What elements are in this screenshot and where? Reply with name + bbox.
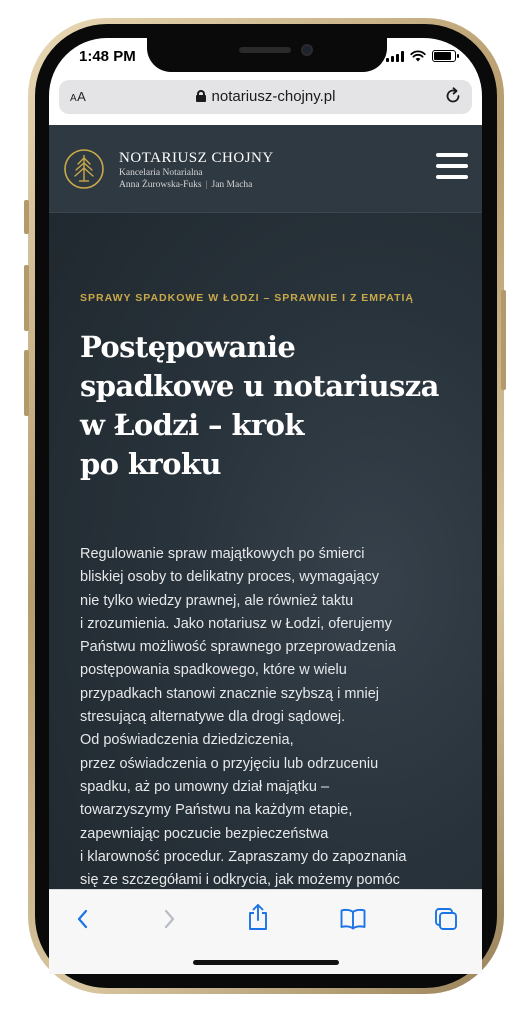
hero-text-line: i klarowność procedur. Zapraszamy do zapoznania	[80, 848, 407, 865]
lock-icon	[196, 90, 206, 102]
hero-text-line: przez oświadczenia o przyjęciu lub odrzuceniu	[80, 755, 379, 772]
hero-eyebrow: SPRAWY SPADKOWE W ŁODZI – SPRAWNIE I Z EMPATIĄ	[80, 292, 414, 304]
hero-title-line: Postępowanie	[80, 330, 296, 364]
hero-text-line: się ze szczegółami i odkrycia, jak możemy pomóc	[80, 872, 400, 889]
status-time: 1:48 PM	[79, 48, 136, 65]
partner-separator: |	[205, 180, 208, 190]
address-bar[interactable]	[59, 80, 472, 114]
website-content	[49, 125, 482, 889]
hero-text-line: przypadkach stanowi znacznie szybszą i mniej	[80, 685, 379, 702]
tree-logo-icon[interactable]	[63, 148, 105, 190]
url-text: notariusz-chojny.pl	[211, 88, 336, 105]
hero-description	[80, 543, 460, 916]
text-size-small-label: A	[70, 93, 78, 104]
hero-title-line: spadkowe u notariusza	[80, 369, 439, 403]
tabs-icon[interactable]	[433, 906, 459, 932]
phone-screen	[49, 38, 482, 974]
chevron-left-icon[interactable]	[71, 906, 95, 932]
partner-1: Anna Żurowska-Fuks	[119, 180, 202, 190]
book-icon[interactable]	[339, 906, 367, 932]
site-header	[49, 125, 482, 213]
notch	[147, 38, 387, 72]
hero-title	[80, 328, 460, 484]
power-button	[501, 290, 506, 390]
share-icon[interactable]	[245, 902, 271, 932]
status-icons	[386, 50, 456, 62]
hero-text-line: zapewniając poczucie bezpieczeństwa	[80, 825, 329, 842]
url-display[interactable]	[59, 88, 472, 105]
battery-icon	[432, 50, 456, 62]
home-indicator[interactable]	[193, 960, 339, 965]
silent-switch	[24, 200, 29, 234]
brand-name[interactable]: NOTARIUSZ CHOJNY	[119, 150, 274, 166]
speaker	[239, 47, 291, 53]
partner-2: Jan Macha	[211, 180, 253, 190]
hero-text-line: spadku, aż po umowny dział majątku –	[80, 778, 330, 795]
hero-text-line: Regulowanie spraw majątkowych po śmierci	[80, 546, 365, 562]
chevron-right-icon[interactable]	[157, 906, 181, 932]
hero-text-line: Od poświadczenia dziedziczenia,	[80, 732, 294, 749]
hero-text-line: nie tylko wiedzy prawnej, ale również taktu	[80, 592, 354, 609]
hero-text-line: towarzyszymy Państwu na każdym etapie,	[80, 802, 353, 819]
hero-text-line: postępowania spadkowego, które w wielu	[80, 662, 347, 679]
cellular-signal-icon	[386, 51, 404, 62]
front-camera	[301, 44, 313, 56]
text-size-big-label: A	[77, 89, 87, 104]
wifi-icon	[410, 50, 426, 62]
hero-title-line: w Łodzi – krok	[80, 408, 304, 442]
volume-down-button	[24, 350, 29, 416]
brand-subtitle: Kancelaria Notarialna	[119, 168, 203, 178]
hamburger-icon[interactable]	[436, 153, 468, 179]
hero-text-line: bliskiej osoby to delikatny proces, wymagający	[80, 569, 379, 586]
reload-icon[interactable]	[442, 85, 464, 107]
browser-toolbar	[49, 889, 482, 974]
hero-text-line: i zrozumienia. Jako notariusz w Łodzi, oferujemy	[80, 615, 392, 632]
volume-up-button	[24, 265, 29, 331]
hero-text-line: stresującą alternatywe dla drogi sądowej.	[80, 709, 346, 726]
brand-partners	[119, 180, 252, 190]
hero-title-line: po kroku	[80, 447, 221, 481]
hero-text-line: Państwu możliwość sprawnego przeprowadzenia	[80, 639, 396, 656]
